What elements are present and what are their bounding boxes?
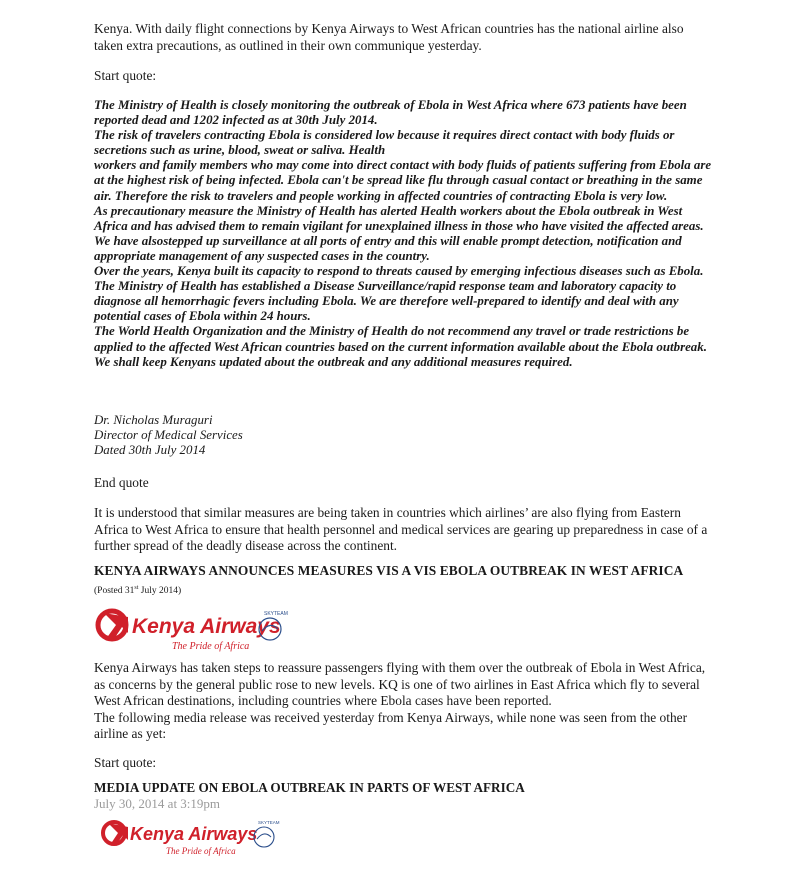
kq-emblem-icon: [103, 822, 128, 845]
quote-paragraph: The World Health Organization and the Ministry of Health do not recommend any travel or trade restrictions be applied to the affected West African countries based on the current information available about the Ebola outbreak.: [94, 324, 707, 354]
quote-paragraph: As precautionary measure the Ministry of Health has alerted Health workers about the Ebola outbreak in West Africa and has advised them to remain vigilant for unexplained illness in those who have visited the affected areas. We have alsostepped up surveillance at all ports of entry and this will enable prompt detection, notification and appropriate management of any suspected cases in the country.: [94, 203, 704, 263]
skyteam-label: SKYTEAM: [258, 820, 280, 825]
intro-paragraph: Kenya. With daily flight connections by Kenya Airways to West African countries has the national airline also taken extra precautions, as outlined in their own communique yesterday.: [94, 21, 684, 53]
understood-paragraph: It is understood that similar measures are being taken in countries which airlines’ are also flying from Eastern Africa to West Africa to ensure that health personnel and medical services are gearing up preparedness in case of a further spread of the deadly disease across the continent.: [94, 505, 708, 554]
kq-paragraph: Kenya Airways has taken steps to reassure passengers flying with them over the outbreak of Ebola in West Africa, as concerns by the general public rose to new levels. KQ is one of two airlines in East Africa which fly to several West African destinations, including countries where Ebola cases have been reported.: [94, 660, 706, 709]
ministry-quote: [94, 98, 714, 370]
signatory-title: Director of Medical Services: [94, 428, 243, 443]
end-quote-label: End quote: [94, 475, 149, 490]
kenya-airways-logo: [100, 815, 280, 864]
kq-emblem-icon: [98, 611, 128, 639]
media-update-heading: MEDIA UPDATE ON EBOLA OUTBREAK IN PARTS OF WEST AFRICA: [94, 780, 525, 795]
quote-paragraph: The Ministry of Health is closely monitoring the outbreak of Ebola in West Africa where 673 patients have been reported dead and 1202 infected as at 30th July 2014.: [94, 98, 687, 128]
signature-block: [94, 413, 243, 458]
kenya-airways-logo: [94, 603, 288, 658]
posted-ordinal: st: [134, 585, 139, 591]
quote-paragraph: The risk of travelers contracting Ebola is considered low because it requires direct contact with body fluids or secretions such as urine, blood, sweat or saliva. Health: [94, 128, 675, 158]
signatory-name: Dr. Nicholas Muraguri: [94, 413, 213, 427]
quote-paragraph: We shall keep Kenyans updated about the outbreak and any additional measures required.: [94, 354, 573, 369]
quote-paragraph: Over the years, Kenya built its capacity to respond to threats caused by emerging infectious diseases such as Ebola. The Ministry of Health has established a Disease Surveillance/rapid response team and laboratory capacity to diagnose all hemorrhagic fevers including Ebola. We are therefore well-prepared to identify and deal with any potential cases of Ebola within 24 hours.: [94, 264, 704, 324]
logo-brand: Kenya Airways: [130, 824, 258, 844]
media-update-date: July 30, 2014 at 3:19pm: [94, 796, 221, 811]
logo-brand: Kenya Airways: [132, 615, 281, 638]
kq-article-body: [94, 660, 719, 743]
signature-date: Dated 30th July 2014: [94, 443, 206, 458]
posted-suffix: July 2014): [138, 586, 182, 597]
posted-date: [94, 580, 181, 600]
posted-prefix: (Posted 31: [94, 586, 135, 597]
skyteam-label: SKYTEAM: [264, 611, 288, 617]
start-quote-label: Start quote:: [94, 68, 157, 83]
section-heading: KENYA AIRWAYS ANNOUNCES MEASURES VIS A VIS EBOLA OUTBREAK IN WEST AFRICA: [94, 563, 684, 578]
logo-tagline: The Pride of Africa: [166, 846, 236, 856]
quote-paragraph: workers and family members who may come into direct contact with body fluids of patients suffering from Ebola are at the highest risk of being infected. Ebola can't be spread like flu through casual contact or breathing in the same air. Therefore the risk to travelers and people working in affected countries of contracting Ebola is very low.: [94, 158, 712, 203]
skyteam-badge-icon: [254, 820, 280, 847]
start-quote-label: Start quote:: [94, 755, 157, 770]
logo-tagline: The Pride of Africa: [172, 641, 250, 652]
kq-paragraph: The following media release was received yesterday from Kenya Airways, while none was seen from the other airline as yet:: [94, 709, 688, 742]
